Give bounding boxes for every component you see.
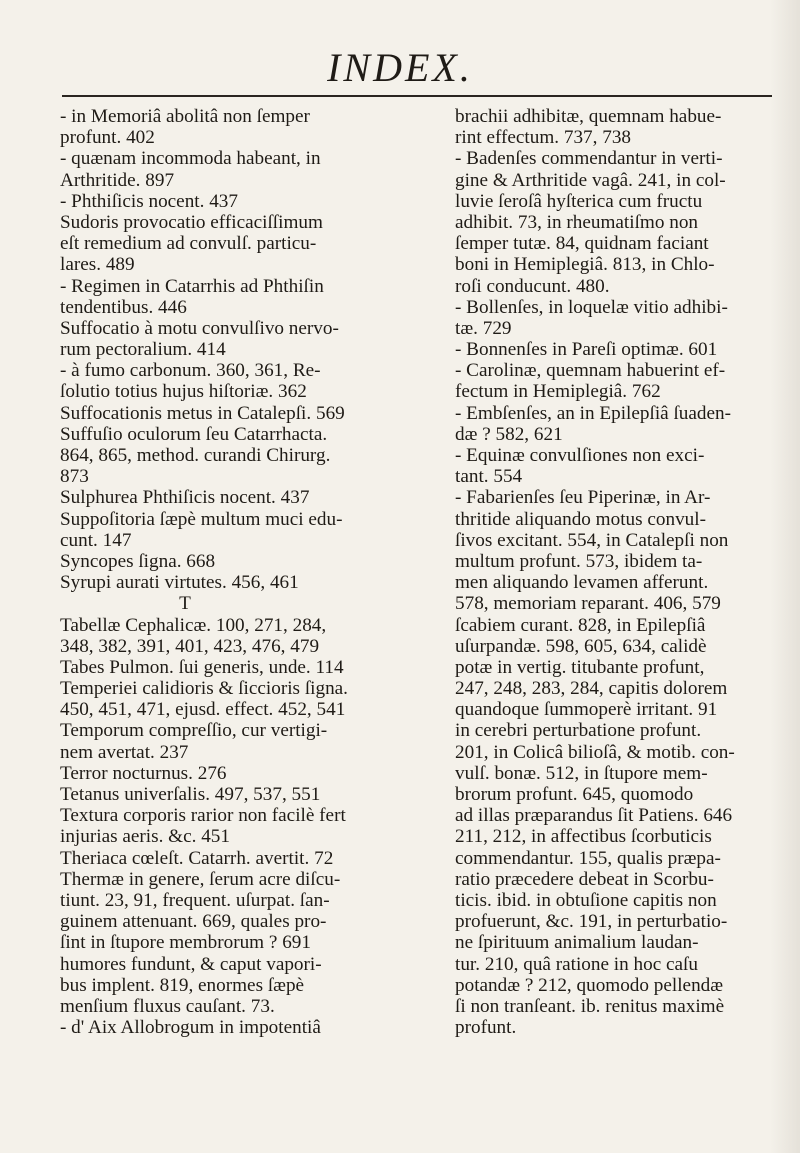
index-line: Tetanus univerſalis. 497, 537, 551 [60, 784, 321, 805]
index-line: 201, in Colicâ bilioſâ, & motib. con- [455, 741, 735, 763]
index-line: - Badenſes commendantur in verti- [455, 148, 723, 170]
index-line: bus implent. 819, enormes ſæpè [60, 974, 305, 996]
index-line: ſint in ſtupore membrorum ? 691 [60, 932, 311, 954]
index-line: ad illas præparandus ſit Patiens. 646 [455, 805, 733, 827]
index-line: Suffocationis metus in Catalepſi. 569 [60, 402, 345, 424]
index-line: tæ. 729 [455, 317, 512, 339]
index-line: - in Memoriâ abolitâ non ſemper [60, 106, 310, 127]
index-line: lares. 489 [60, 254, 135, 276]
index-line: - Regimen in Catarrhis ad Phthiſin [60, 275, 324, 297]
index-line: - Equinæ convulſiones non exci- [455, 445, 705, 466]
index-line: Terror nocturnus. 276 [60, 762, 227, 784]
index-line: potæ in vertig. titubante profunt, [455, 656, 705, 678]
index-line: - Phthiſicis nocent. 437 [60, 190, 238, 212]
index-line: 578, memoriam reparant. 406, 579 [455, 593, 721, 615]
index-line: profunt. 402 [60, 127, 155, 149]
left-column [60, 106, 390, 1038]
index-line: Arthritide. 897 [60, 169, 175, 191]
index-line: roſi conducunt. 480. [455, 275, 610, 297]
index-line: cunt. 147 [60, 529, 132, 551]
index-line: vulſ. bonæ. 512, in ſtupore mem- [455, 762, 708, 784]
index-line: menſium fluxus cauſant. 73. [60, 995, 275, 1017]
index-line: T [179, 593, 191, 615]
index-line: ſivos excitant. 554, in Catalepſi non [455, 529, 729, 551]
index-line: Textura corporis rarior non facilè fert [60, 805, 346, 827]
index-line: nem avertat. 237 [60, 741, 189, 763]
index-line: - d' Aix Allobrogum in impotentiâ [60, 1017, 321, 1039]
index-line: thritide aliquando motus convul- [455, 508, 706, 530]
index-line: 211, 212, in affectibus ſcorbuticis [455, 826, 712, 848]
index-line: Tabellæ Cephalicæ. 100, 271, 284, [60, 614, 327, 636]
index-line: - Bollenſes, in loquelæ vitio adhibi- [455, 296, 728, 318]
index-line: - Fabarienſes ſeu Piperinæ, in Ar- [455, 487, 711, 509]
index-line: rum pectoralium. 414 [60, 339, 226, 361]
index-line: Sudoris provocatio efficaciſſimum [60, 211, 323, 233]
header-rule [62, 95, 772, 97]
index-line: brorum profunt. 645, quomodo [455, 784, 694, 805]
index-line: multum profunt. 573, ibidem ta- [455, 550, 703, 572]
page-edge-shading [770, 0, 800, 1153]
index-line: tant. 554 [455, 466, 523, 488]
index-line: eſt remedium ad convulſ. particu- [60, 233, 317, 255]
index-line: - à fumo carbonum. 360, 361, Re- [60, 360, 321, 382]
index-line: adhibit. 73, in rheumatiſmo non [455, 211, 699, 233]
index-line: 864, 865, method. curandi Chirurg. [60, 445, 331, 466]
index-line: commendantur. 155, qualis præpa- [455, 847, 721, 869]
index-line: humores fundunt, & caput vapori- [60, 953, 322, 975]
index-line: - Bonnenſes in Pareſi optimæ. 601 [455, 339, 718, 361]
index-line: guinem attenuant. 669, quales pro- [60, 911, 327, 933]
index-line: gine & Arthritide vagâ. 241, in col- [455, 169, 726, 191]
index-line: Syncopes ſigna. 668 [60, 550, 216, 572]
index-line: Suppoſitoria ſæpè multum muci edu- [60, 508, 343, 530]
index-line: quandoque ſummoperè irritant. 91 [455, 699, 718, 721]
index-line: Sulphurea Phthiſicis nocent. 437 [60, 487, 310, 509]
index-line: 450, 451, 471, ejusd. effect. 452, 541 [60, 699, 346, 721]
index-line: tiunt. 23, 91, frequent. uſurpat. ſan- [60, 889, 330, 911]
index-line: 348, 382, 391, 401, 423, 476, 479 [60, 635, 320, 657]
index-line: men aliquando levamen afferunt. [455, 572, 709, 594]
index-line: ticis. ibid. in obtuſione capitis non [455, 889, 717, 911]
index-line: Temperiei calidioris & ſiccioris ſigna. [60, 678, 348, 700]
index-line: Tabes Pulmon. ſui generis, unde. 114 [60, 656, 344, 678]
right-column [455, 106, 785, 1038]
index-line: ſcabiem curant. 828, in Epilepſiâ [455, 614, 706, 636]
index-line: Theriaca cœleſt. Catarrh. avertit. 72 [60, 847, 334, 869]
index-line: luvie ſeroſâ hyſterica cum fructu [455, 190, 703, 212]
index-line: rint effectum. 737, 738 [455, 127, 632, 149]
index-line: profunt. [455, 1017, 517, 1039]
index-line: dæ ? 582, 621 [455, 423, 563, 445]
index-line: profuerunt, &c. 191, in perturbatio- [455, 911, 728, 933]
index-line: Temporum compreſſio, cur vertigi- [60, 720, 328, 742]
page-title: INDEX. [327, 45, 473, 90]
index-line: - quænam incommoda habeant, in [60, 148, 321, 170]
index-line: tendentibus. 446 [60, 296, 187, 318]
index-line: ne ſpirituum animalium laudan- [455, 932, 699, 954]
index-line: in cerebri perturbatione profunt. [455, 720, 702, 742]
index-line: Suffuſio oculorum ſeu Catarrhacta. [60, 423, 328, 445]
index-line: ſemper tutæ. 84, quidnam faciant [455, 233, 709, 255]
index-line: Syrupi aurati virtutes. 456, 461 [60, 572, 299, 594]
index-line: - Embſenſes, an in Epilepſiâ ſuaden- [455, 402, 731, 424]
index-line: Suffocatio à motu convulſivo nervo- [60, 317, 339, 339]
index-line: ratio præcedere debeat in Scorbu- [455, 868, 714, 890]
index-line: tur. 210, quâ ratione in hoc caſu [455, 953, 698, 975]
index-line: 873 [60, 466, 89, 488]
index-line: potandæ ? 212, quomodo pellendæ [455, 974, 724, 996]
index-line: ſolutio totius hujus hiſtoriæ. 362 [60, 381, 307, 403]
index-line: injurias aeris. &c. 451 [60, 826, 230, 848]
index-line: boni in Hemiplegiâ. 813, in Chlo- [455, 254, 715, 276]
index-line: ſi non tranſeant. ib. renitus maximè [455, 995, 725, 1017]
index-line: Thermæ in genere, ſerum acre diſcu- [60, 868, 341, 890]
index-line: brachii adhibitæ, quemnam habue- [455, 106, 722, 127]
index-line: 247, 248, 283, 284, capitis dolorem [455, 678, 728, 700]
index-line: fectum in Hemiplegiâ. 762 [455, 381, 661, 403]
index-line: - Carolinæ, quemnam habuerint ef- [455, 360, 726, 382]
index-line: uſurpandæ. 598, 605, 634, calidè [455, 635, 707, 657]
